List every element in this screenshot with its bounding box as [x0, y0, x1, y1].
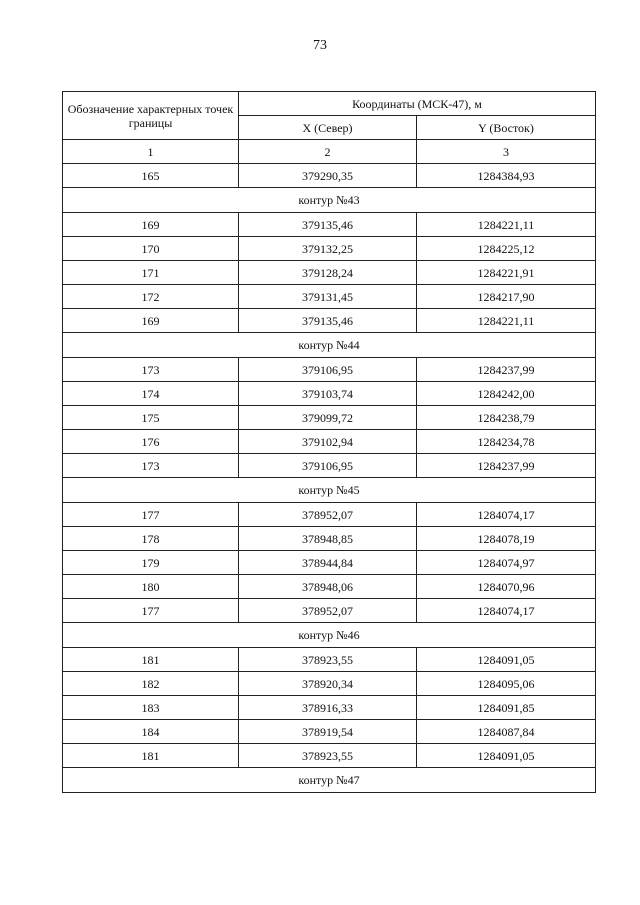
contour-row	[63, 623, 596, 648]
contour-row	[63, 188, 596, 213]
table-row	[63, 237, 596, 261]
column-number-3: 3	[417, 140, 596, 164]
table-row	[63, 648, 596, 672]
contour-row	[63, 333, 596, 358]
point-number-cell: 178	[63, 527, 239, 551]
table-row	[63, 213, 596, 237]
table-row	[63, 382, 596, 406]
header-designation: Обозначение характерных точек границы	[63, 92, 239, 140]
table-row	[63, 503, 596, 527]
x-coordinate-cell: 378923,55	[239, 744, 417, 768]
point-number-cell: 177	[63, 599, 239, 623]
y-coordinate-cell: 1284074,97	[417, 551, 596, 575]
x-coordinate-cell: 378948,06	[239, 575, 417, 599]
y-coordinate-cell: 1284242,00	[417, 382, 596, 406]
point-number-cell: 176	[63, 430, 239, 454]
table-row	[63, 599, 596, 623]
x-coordinate-cell: 379106,95	[239, 358, 417, 382]
point-number-cell: 170	[63, 237, 239, 261]
point-number-cell: 174	[63, 382, 239, 406]
contour-label: контур №44	[63, 333, 596, 358]
y-coordinate-cell: 1284234,78	[417, 430, 596, 454]
y-coordinate-cell: 1284091,85	[417, 696, 596, 720]
point-number-cell: 180	[63, 575, 239, 599]
x-coordinate-cell: 379102,94	[239, 430, 417, 454]
y-coordinate-cell: 1284070,96	[417, 575, 596, 599]
y-coordinate-cell: 1284221,91	[417, 261, 596, 285]
y-coordinate-cell: 1284091,05	[417, 648, 596, 672]
point-number-cell: 169	[63, 309, 239, 333]
y-coordinate-cell: 1284237,99	[417, 358, 596, 382]
page-number: 73	[313, 38, 327, 53]
contour-label: контур №43	[63, 188, 596, 213]
y-coordinate-cell: 1284238,79	[417, 406, 596, 430]
x-coordinate-cell: 378944,84	[239, 551, 417, 575]
column-number-1: 1	[63, 140, 239, 164]
table-row	[63, 430, 596, 454]
x-coordinate-cell: 378916,33	[239, 696, 417, 720]
table-row	[63, 358, 596, 382]
x-coordinate-cell: 378923,55	[239, 648, 417, 672]
x-coordinate-cell: 379132,25	[239, 237, 417, 261]
y-coordinate-cell: 1284384,93	[417, 164, 596, 188]
table-row	[63, 164, 596, 188]
x-coordinate-cell: 379131,45	[239, 285, 417, 309]
table-row	[63, 720, 596, 744]
table-row	[63, 285, 596, 309]
table-row	[63, 454, 596, 478]
point-number-cell: 183	[63, 696, 239, 720]
table-body	[63, 164, 596, 793]
table-row	[63, 406, 596, 430]
x-coordinate-cell: 378948,85	[239, 527, 417, 551]
point-number-cell: 181	[63, 648, 239, 672]
y-coordinate-cell: 1284091,05	[417, 744, 596, 768]
point-number-cell: 169	[63, 213, 239, 237]
table-row	[63, 575, 596, 599]
x-coordinate-cell: 378920,34	[239, 672, 417, 696]
y-coordinate-cell: 1284078,19	[417, 527, 596, 551]
y-coordinate-cell: 1284221,11	[417, 213, 596, 237]
y-coordinate-cell: 1284237,99	[417, 454, 596, 478]
point-number-cell: 165	[63, 164, 239, 188]
header-coordinates: Координаты (МСК-47), м	[239, 92, 596, 116]
header-x: X (Север)	[239, 116, 417, 140]
x-coordinate-cell: 378952,07	[239, 503, 417, 527]
contour-label: контур №46	[63, 623, 596, 648]
point-number-cell: 172	[63, 285, 239, 309]
table-row	[63, 261, 596, 285]
y-coordinate-cell: 1284074,17	[417, 599, 596, 623]
y-coordinate-cell: 1284217,90	[417, 285, 596, 309]
contour-label: контур №45	[63, 478, 596, 503]
y-coordinate-cell: 1284225,12	[417, 237, 596, 261]
point-number-cell: 184	[63, 720, 239, 744]
coordinates-table	[62, 91, 596, 793]
table-row	[63, 696, 596, 720]
y-coordinate-cell: 1284074,17	[417, 503, 596, 527]
x-coordinate-cell: 379128,24	[239, 261, 417, 285]
contour-row	[63, 478, 596, 503]
y-coordinate-cell: 1284087,84	[417, 720, 596, 744]
header-y: Y (Восток)	[417, 116, 596, 140]
contour-row	[63, 768, 596, 793]
x-coordinate-cell: 378952,07	[239, 599, 417, 623]
point-number-cell: 175	[63, 406, 239, 430]
point-number-cell: 173	[63, 454, 239, 478]
point-number-cell: 181	[63, 744, 239, 768]
point-number-cell: 177	[63, 503, 239, 527]
x-coordinate-cell: 378919,54	[239, 720, 417, 744]
table-row	[63, 309, 596, 333]
point-number-cell: 182	[63, 672, 239, 696]
table-row	[63, 551, 596, 575]
column-number-2: 2	[239, 140, 417, 164]
point-number-cell: 179	[63, 551, 239, 575]
x-coordinate-cell: 379135,46	[239, 213, 417, 237]
point-number-cell: 173	[63, 358, 239, 382]
table-row	[63, 672, 596, 696]
y-coordinate-cell: 1284095,06	[417, 672, 596, 696]
x-coordinate-cell: 379135,46	[239, 309, 417, 333]
table-row	[63, 744, 596, 768]
x-coordinate-cell: 379103,74	[239, 382, 417, 406]
x-coordinate-cell: 379290,35	[239, 164, 417, 188]
contour-label: контур №47	[63, 768, 596, 793]
point-number-cell: 171	[63, 261, 239, 285]
y-coordinate-cell: 1284221,11	[417, 309, 596, 333]
x-coordinate-cell: 379106,95	[239, 454, 417, 478]
table-row	[63, 527, 596, 551]
x-coordinate-cell: 379099,72	[239, 406, 417, 430]
